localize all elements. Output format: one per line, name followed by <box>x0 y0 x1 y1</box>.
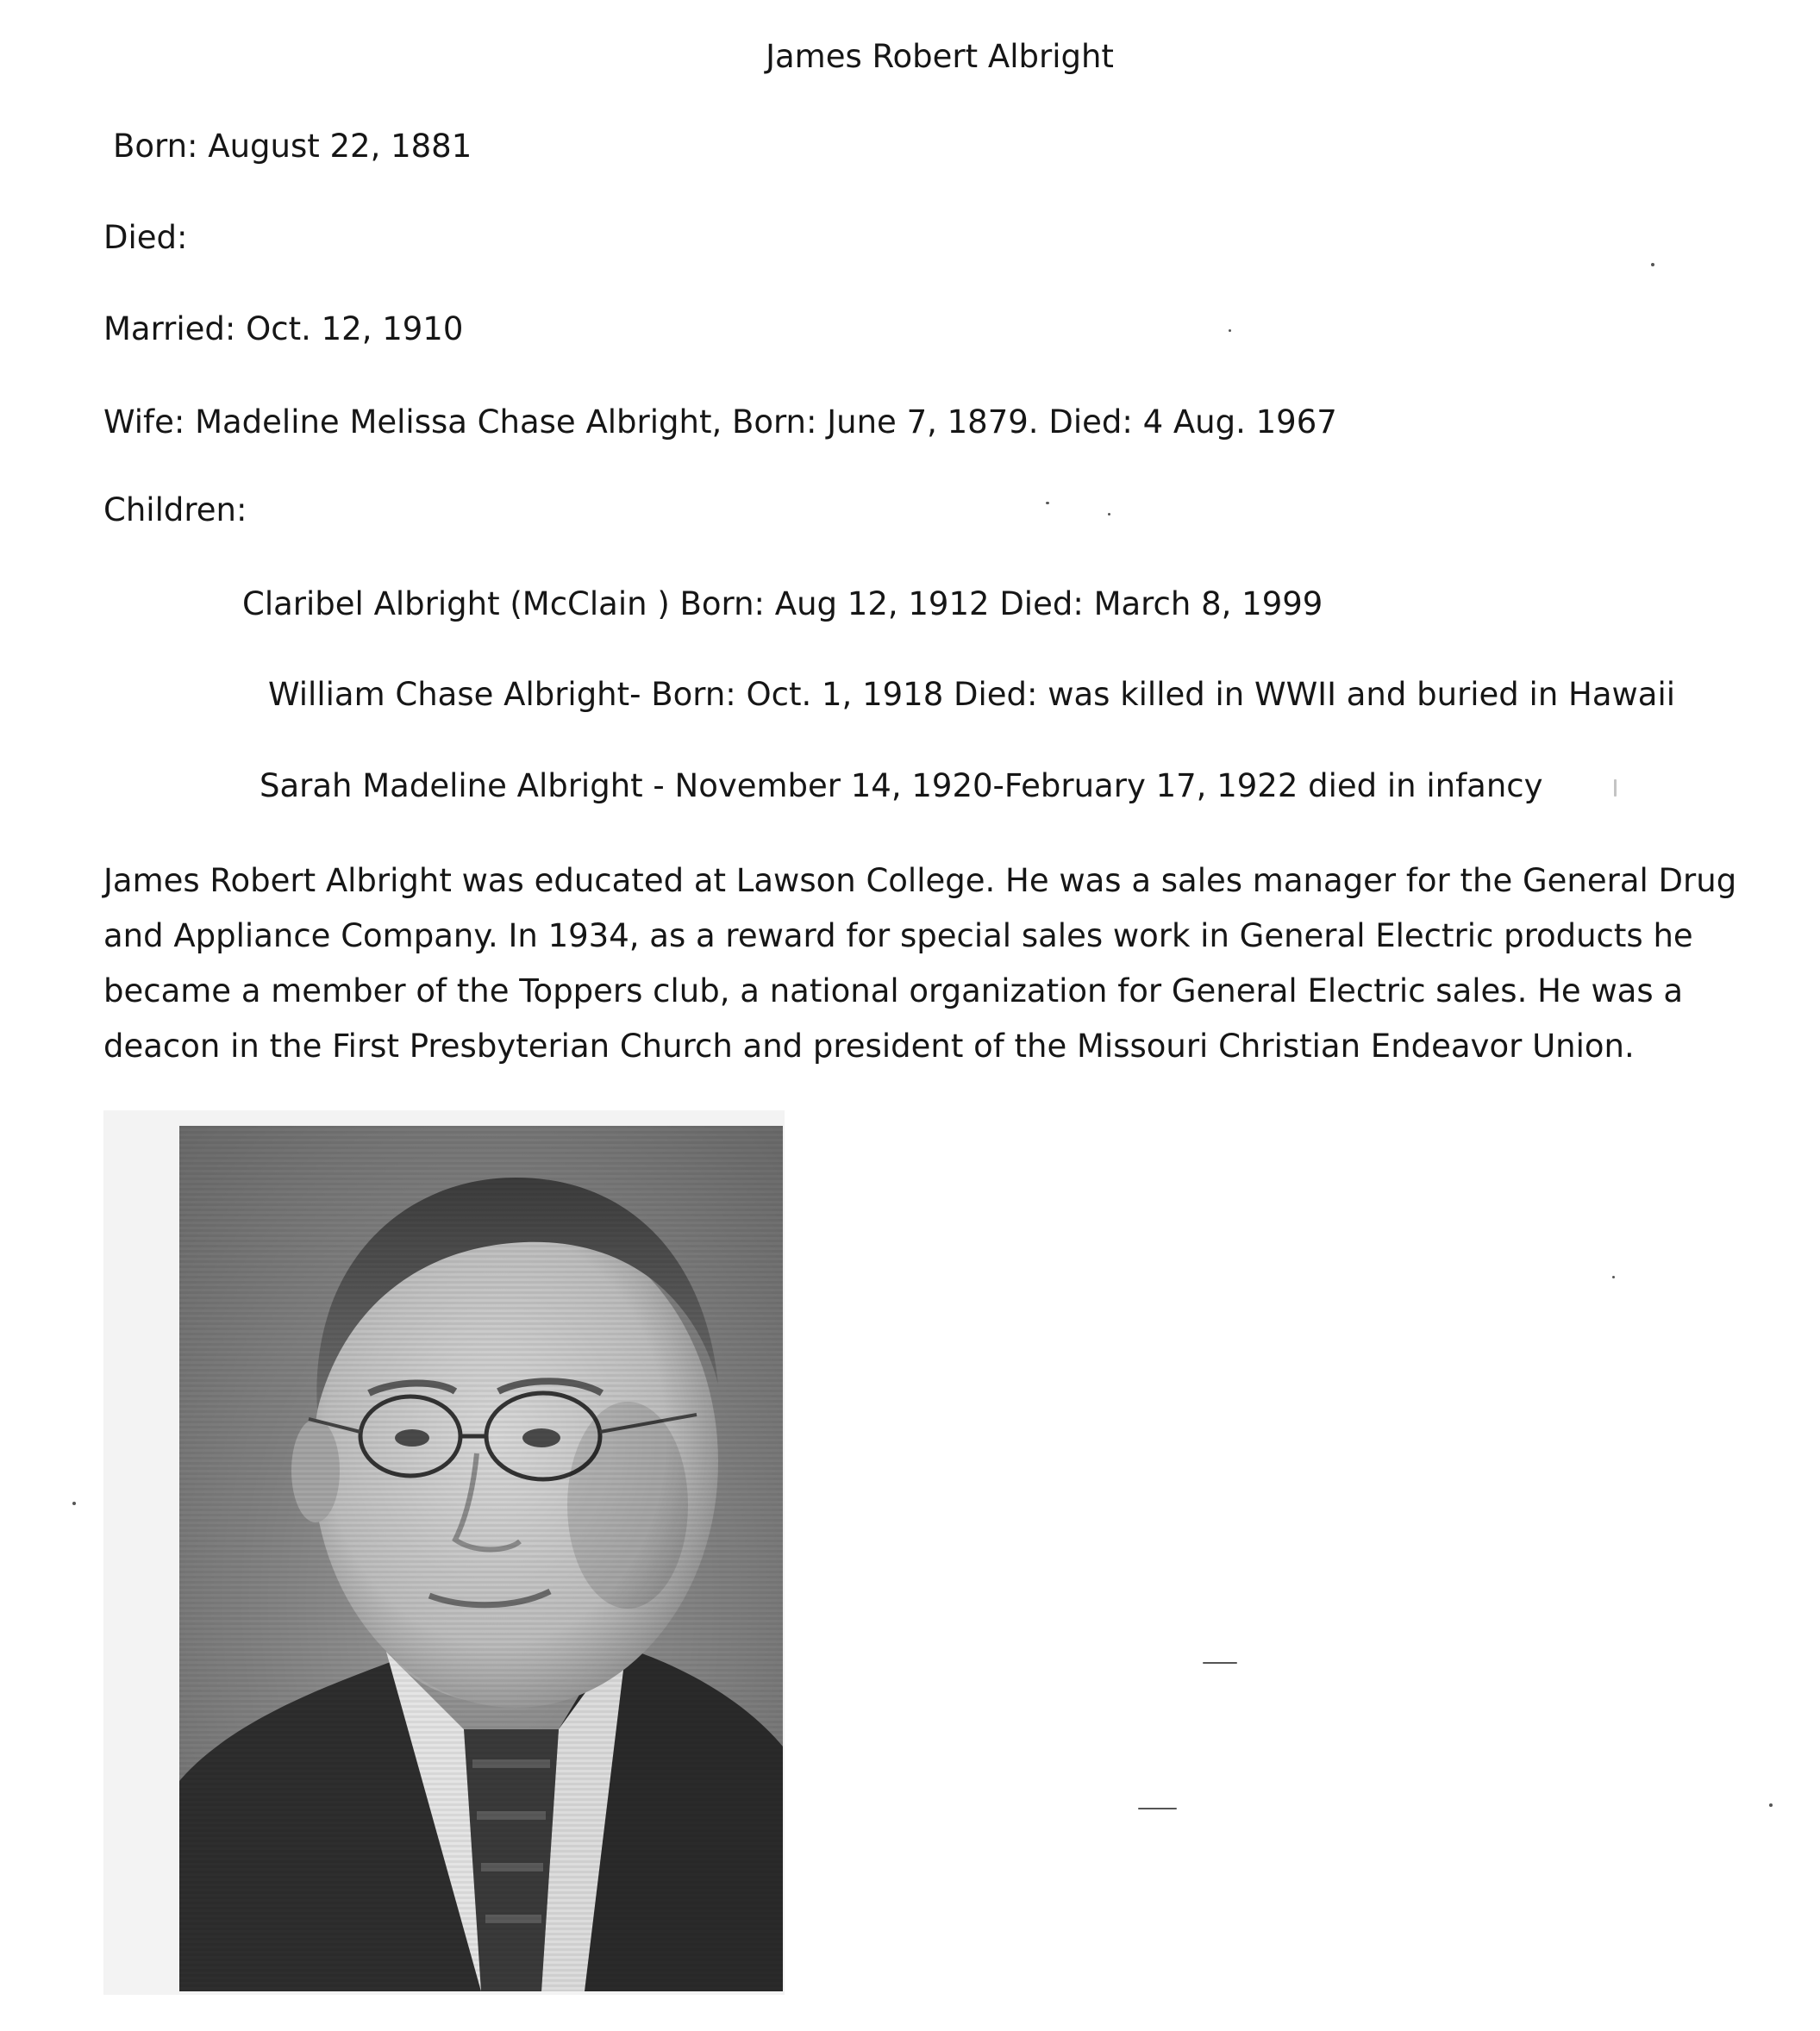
scan-speck <box>1046 502 1049 504</box>
child-entry-sarah: Sarah Madeline Albright - November 14, 1920-February 17, 1922 died in infancy <box>260 767 1543 804</box>
child-entry-william: William Chase Albright- Born: Oct. 1, 1918 Died: was killed in WWII and buried in Hawaii <box>268 676 1676 713</box>
scan-speck <box>1614 779 1617 797</box>
scan-speck <box>1612 1276 1615 1278</box>
page-title: James Robert Albright <box>766 38 1114 75</box>
scan-speck <box>1229 329 1231 332</box>
scan-speck <box>1203 1662 1237 1664</box>
children-label: Children: <box>103 491 247 528</box>
biography-paragraph: James Robert Albright was educated at Lawson College. He was a sales manager for the General Drug and Appliance Company. In 1934, as a reward for special sales work in General Electric products he became a member of the Toppers club, a national organization for General Electric sales. He was a deacon in the First Presbyterian Church and president of the Missouri Christian Endeavor Union. <box>103 862 1737 1065</box>
wife-line: Wife: Madeline Melissa Chase Albright, Born: June 7, 1879. Died: 4 Aug. 1967 <box>103 403 1337 441</box>
born-line: Born: August 22, 1881 <box>113 128 472 165</box>
scan-speck <box>1769 1803 1773 1807</box>
child-entry-claribel: Claribel Albright (McClain ) Born: Aug 12, 1912 Died: March 8, 1999 <box>242 585 1323 622</box>
died-line: Died: <box>103 219 188 256</box>
scan-speck <box>1651 263 1654 266</box>
scan-speck <box>1108 513 1110 516</box>
married-line: Married: Oct. 12, 1910 <box>103 310 464 347</box>
scan-speck <box>72 1502 76 1505</box>
scan-speck <box>1138 1808 1177 1809</box>
portrait-photo <box>179 1126 783 1991</box>
